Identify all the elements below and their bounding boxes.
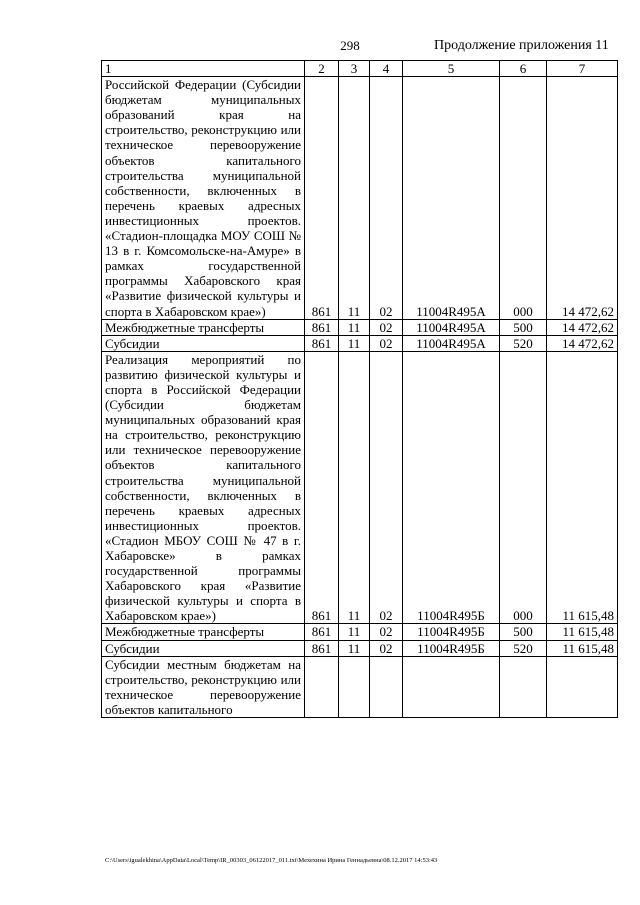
row-cell — [370, 656, 403, 717]
column-header: 5 — [403, 61, 500, 77]
row-amount: 14 472,62 — [547, 335, 618, 351]
table-row — [102, 319, 618, 335]
row-cell: 11 — [339, 77, 370, 320]
row-cell — [403, 656, 500, 717]
row-cell: 500 — [500, 624, 547, 640]
row-name: Российской Федерации (Субсидии бюджетам муниципальных образований края на строительство, реконструкцию или техническое перевооружение объектов капитального строительства муниципальной собственности, включенных в перечень краевых адресных инвестиционных проектов. «Стадион-площадка МОУ СОШ № 13 в г. Комсомольске-на-Амуре» в рамках государственной программы Хабаровского края «Развитие физической культуры и спорта в Хабаровском крае») — [102, 77, 305, 320]
page-number: 298 — [340, 38, 360, 53]
table-row — [102, 640, 618, 656]
row-name: Субсидии — [102, 640, 305, 656]
row-amount — [547, 656, 618, 717]
row-cell: 11 — [339, 335, 370, 351]
appendix-table — [101, 60, 618, 718]
row-cell: 861 — [305, 351, 339, 624]
row-cell: 500 — [500, 319, 547, 335]
row-cell: 11004R495А — [403, 335, 500, 351]
row-cell: 861 — [305, 640, 339, 656]
row-cell — [305, 656, 339, 717]
table-row — [102, 335, 618, 351]
row-cell: 000 — [500, 77, 547, 320]
row-cell: 02 — [370, 640, 403, 656]
column-header: 2 — [305, 61, 339, 77]
row-cell: 861 — [305, 319, 339, 335]
row-cell: 02 — [370, 77, 403, 320]
column-header: 3 — [339, 61, 370, 77]
table-row — [102, 351, 618, 624]
row-amount: 14 472,62 — [547, 77, 618, 320]
row-cell: 02 — [370, 319, 403, 335]
row-amount: 14 472,62 — [547, 319, 618, 335]
row-cell: 11004R495А — [403, 319, 500, 335]
column-header: 7 — [547, 61, 618, 77]
table-row — [102, 77, 618, 320]
row-amount: 11 615,48 — [547, 624, 618, 640]
row-amount: 11 615,48 — [547, 640, 618, 656]
column-header: 4 — [370, 61, 403, 77]
row-name: Межбюджетные трансферты — [102, 319, 305, 335]
row-cell: 02 — [370, 351, 403, 624]
table-row — [102, 624, 618, 640]
row-amount: 11 615,48 — [547, 351, 618, 624]
table-row — [102, 656, 618, 717]
row-cell: 11004R495А — [403, 77, 500, 320]
row-cell: 000 — [500, 351, 547, 624]
row-name: Реализация мероприятий по развитию физической культуры и спорта в Российской Федерации (Субсидии бюджетам муниципальных образований края на строительство, реконструкцию или техническое перевооружение объектов капитального строительства муниципальной собственности, включенных в перечень краевых адресных инвестиционных проектов. «Стадион МБОУ СОШ № 47 в г. Хабаровске» в рамках государственной программы Хабаровского края «Развитие физической культуры и спорта в Хабаровском крае») — [102, 351, 305, 624]
row-cell: 11 — [339, 640, 370, 656]
row-name: Субсидии — [102, 335, 305, 351]
row-cell: 11 — [339, 351, 370, 624]
row-cell: 11004R495Б — [403, 624, 500, 640]
row-cell: 02 — [370, 335, 403, 351]
file-path-footer: C:\Users\igualekhina\AppData\Local\Temp\IR_00303_06122017_011.txt\Мехехина Ирина Геннадьевна\08.12.2017 14:53:43 — [105, 857, 438, 864]
column-header: 1 — [102, 61, 305, 77]
row-cell: 11004R495Б — [403, 640, 500, 656]
row-cell: 11 — [339, 624, 370, 640]
column-header: 6 — [500, 61, 547, 77]
row-cell: 11004R495Б — [403, 351, 500, 624]
row-name: Субсидии местным бюджетам на строительство, реконструкцию или техническое перевооружение объектов капитального — [102, 656, 305, 717]
continuation-note: Продолжение приложения 11 — [434, 38, 609, 53]
row-cell: 02 — [370, 624, 403, 640]
row-cell: 11 — [339, 319, 370, 335]
column-header-row — [102, 61, 618, 77]
row-cell: 861 — [305, 335, 339, 351]
row-cell: 520 — [500, 335, 547, 351]
row-cell — [500, 656, 547, 717]
row-cell: 861 — [305, 624, 339, 640]
row-cell: 861 — [305, 77, 339, 320]
row-cell: 520 — [500, 640, 547, 656]
row-cell — [339, 656, 370, 717]
row-name: Межбюджетные трансферты — [102, 624, 305, 640]
